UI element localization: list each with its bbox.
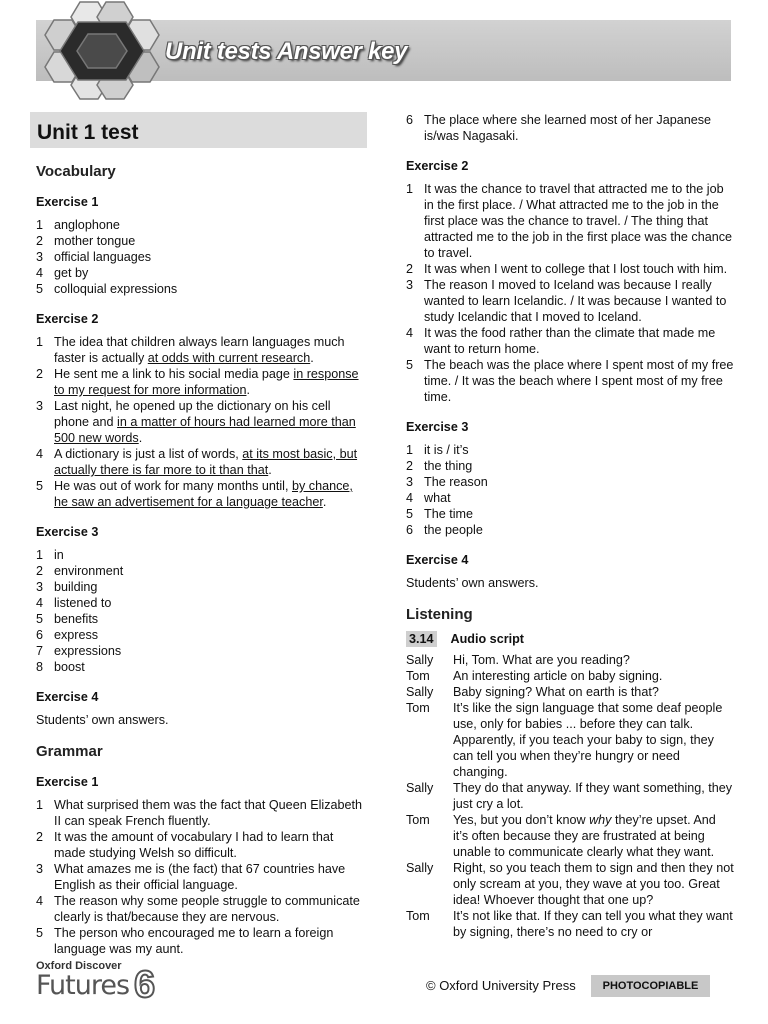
dialogue-line: It’s like the sign language that some deaf people use, only for babies ... before they can talk. Apparently, if you teach your baby to sign, they can tell you when they’re hungry or need changing. — [453, 701, 723, 779]
list-item: 4 what — [406, 491, 451, 505]
list-item: 7 expressions — [36, 644, 122, 658]
list-item: 2 He sent me a link to his social media page in response to my request for more information. — [36, 367, 359, 397]
list-item: 2 the thing — [406, 459, 473, 473]
grammar-ex3-list — [406, 442, 734, 538]
script-row — [406, 780, 734, 812]
list-item: 3 building — [36, 580, 98, 594]
script-row — [406, 908, 734, 940]
script-row — [406, 860, 734, 908]
unit-title: Unit 1 test — [30, 112, 367, 148]
list-item: 3 The reason I moved to Iceland was because I really wanted to learn Icelandic. / It was because I wanted to study Icelandic that I moved to Iceland. — [406, 278, 727, 324]
section-title-vocabulary: Vocabulary — [36, 163, 116, 180]
right-column — [406, 112, 734, 940]
list-item: 2 It was when I went to college that I lost touch with him. — [406, 262, 728, 276]
brand-level: 6 — [134, 964, 156, 1006]
list-item: 2 It was the amount of vocabulary I had to learn that made studying Welsh so difficult. — [36, 830, 334, 860]
exercise-heading: Exercise 2 — [406, 159, 469, 173]
audio-script-title: Audio script — [450, 632, 524, 646]
vocab-ex3-list — [36, 547, 366, 675]
list-item: 1 The idea that children always learn languages much faster is actually at odds with current research. — [36, 335, 345, 365]
exercise-heading: Exercise 4 — [406, 553, 469, 567]
list-item: 5 benefits — [36, 612, 99, 626]
dialogue-line: Hi, Tom. What are you reading? — [453, 653, 630, 667]
exercise-heading: Exercise 3 — [406, 420, 469, 434]
list-item: 1 It was the chance to travel that attracted me to the job in the first place. / What attracted me to the job in the first place was the chance to travel. / The thing that attracted me to the job in the first place was the chance to travel. — [406, 182, 733, 260]
list-item: 6 The place where she learned most of her Japanese is/was Nagasaki. — [406, 113, 712, 143]
speaker: Tom — [406, 909, 430, 923]
section-title-grammar: Grammar — [36, 743, 103, 760]
list-item: 4 get by — [36, 266, 89, 280]
list-item: 3 What amazes me is (the fact) that 67 countries have English as their official language. — [36, 862, 346, 892]
list-item: 5 The time — [406, 507, 473, 521]
left-column — [36, 112, 366, 957]
speaker: Sally — [406, 861, 434, 875]
grammar-ex1-list — [36, 797, 366, 957]
speaker: Tom — [406, 813, 430, 827]
speaker: Tom — [406, 669, 430, 683]
dialogue-line: It’s not like that. If they can tell you what they want by signing, there’s no need to cry or — [453, 909, 733, 939]
list-item: 5 colloquial expressions — [36, 282, 178, 296]
track-number: 3.14 — [406, 631, 437, 647]
page-header-title: Unit tests Answer key — [165, 38, 408, 65]
list-item: 8 boost — [36, 660, 85, 674]
speaker: Sally — [406, 781, 434, 795]
list-item: 1 anglophone — [36, 218, 120, 232]
speaker: Tom — [406, 701, 430, 715]
script-row — [406, 652, 734, 668]
script-row — [406, 700, 734, 780]
vocab-ex2-list — [36, 334, 366, 510]
list-item: 2 environment — [36, 564, 124, 578]
dialogue-line: Right, so you teach them to sign and then they not only scream at you, they wave at you too. Great idea! Whoever thought that one up? — [453, 861, 734, 907]
answer-text: Students’ own answers. — [36, 713, 169, 727]
hexagon-logo-icon — [40, 0, 170, 100]
list-item: 1 it is / it’s — [406, 443, 469, 457]
section-title-listening: Listening — [406, 606, 473, 623]
list-item: 5 The beach was the place where I spent most of my free time. / It was the beach where I spent most of my free time. — [406, 358, 734, 404]
speaker: Sally — [406, 685, 434, 699]
list-item: 6 express — [36, 628, 99, 642]
script-row — [406, 812, 734, 860]
exercise-heading: Exercise 1 — [36, 775, 99, 789]
grammar-ex2-list — [406, 181, 734, 405]
brand-logo — [36, 960, 156, 1006]
brand-top: Oxford Discover — [36, 960, 122, 972]
grammar-ex1-list-continued — [406, 112, 734, 144]
list-item: 3 official languages — [36, 250, 152, 264]
list-item: 1 What surprised them was the fact that Queen Elizabeth II can speak French fluently. — [36, 798, 363, 828]
photocopiable-badge: PHOTOCOPIABLE — [591, 975, 710, 997]
exercise-heading: Exercise 3 — [36, 525, 99, 539]
dialogue-line: An interesting article on baby signing. — [453, 669, 663, 683]
copyright-text: © Oxford University Press — [426, 978, 576, 993]
dialogue-line: They do that anyway. If they want something, they just cry a lot. — [453, 781, 733, 811]
list-item: 4 The reason why some people struggle to communicate clearly is that/because they are nervous. — [36, 894, 360, 924]
exercise-heading: Exercise 2 — [36, 312, 99, 326]
list-item: 4 listened to — [36, 596, 112, 610]
speaker: Sally — [406, 653, 434, 667]
list-item: 5 The person who encouraged me to learn a foreign language was my aunt. — [36, 926, 334, 956]
list-item: 4 It was the food rather than the climate that made me want to return home. — [406, 326, 716, 356]
audio-script-heading — [406, 631, 734, 647]
list-item: 5 He was out of work for many months until, by chance, he saw an advertisement for a language teacher. — [36, 479, 353, 509]
list-item: 6 the people — [406, 523, 483, 537]
vocab-ex1-list — [36, 217, 366, 297]
list-item: 1 in — [36, 548, 64, 562]
list-item: 3 The reason — [406, 475, 488, 489]
exercise-heading: Exercise 1 — [36, 195, 99, 209]
answer-text: Students’ own answers. — [406, 576, 539, 590]
script-row — [406, 684, 734, 700]
exercise-heading: Exercise 4 — [36, 690, 99, 704]
list-item: 4 A dictionary is just a list of words, at its most basic, but actually there is far more to it than that. — [36, 447, 358, 477]
audio-script — [406, 652, 734, 940]
dialogue-line: Yes, but you don’t know why they’re upset. And it’s often because they are frustrated at being unable to communicate clearly what they want. — [453, 813, 716, 859]
dialogue-line: Baby signing? What on earth is that? — [453, 685, 659, 699]
brand-name: Futures — [36, 970, 130, 1001]
list-item: 3 Last night, he opened up the dictionary on his cell phone and in a matter of hours had learned more than 500 new words. — [36, 399, 356, 445]
list-item: 2 mother tongue — [36, 234, 136, 248]
script-row — [406, 668, 734, 684]
